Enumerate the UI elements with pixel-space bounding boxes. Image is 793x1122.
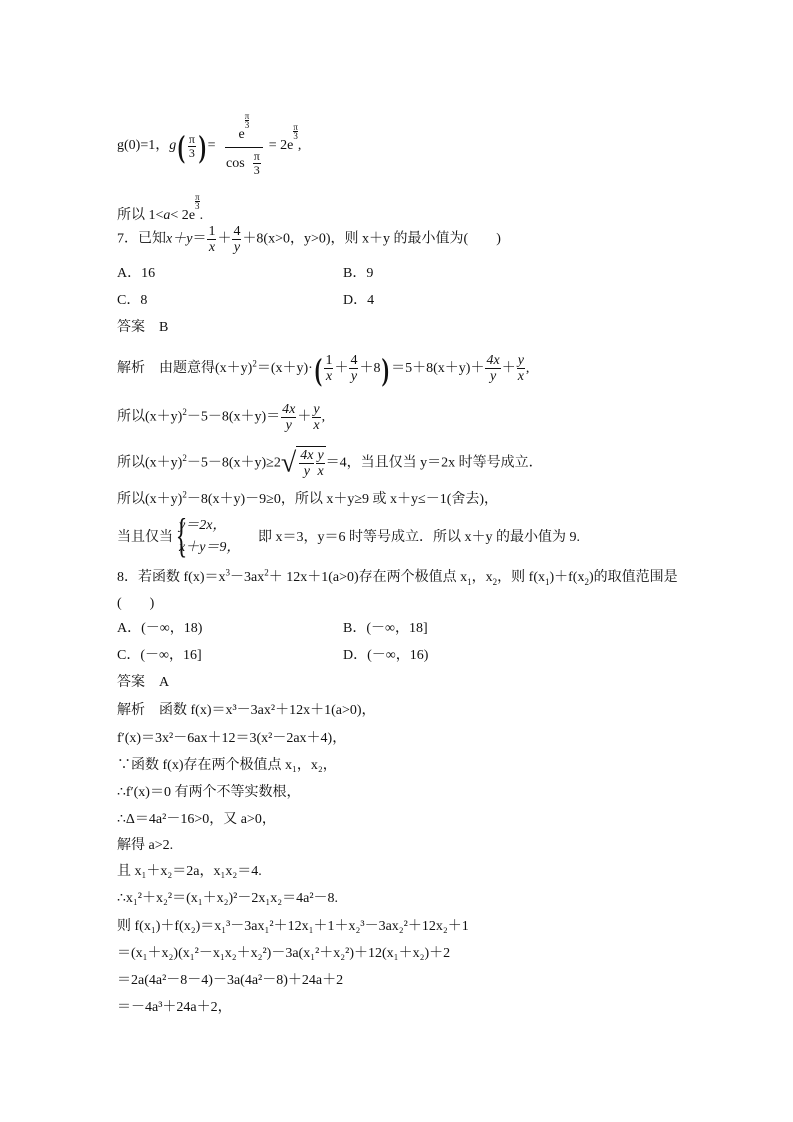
- q7-option-a[interactable]: A．16: [117, 266, 156, 281]
- q8-solution-line-2: f′(x)＝3x²－6ax＋12＝3(x²－2ax＋4)，: [117, 731, 347, 746]
- equals: =: [207, 138, 216, 154]
- period: .: [199, 208, 204, 223]
- result-text: = 2e: [268, 138, 294, 154]
- so-prefix: 所以 1<: [117, 208, 164, 223]
- left-paren: (: [314, 350, 322, 387]
- q7-stem: 7．已知x＋y＝ $\frac{1}{x}$ ＋ $\frac{4}{y}$ ＋8(x>0，y>0)，则 x＋y 的最小值为( ): [117, 224, 501, 255]
- q8-solution-line-12: ＝－4a³＋24a＋2，: [117, 1000, 232, 1015]
- q7-solution-line-1: 解析 由题意得$(x+y)^2=(x+y)\cdot$( $\frac{1}{x}$ ＋ $\frac{4}{y}$ ＋8) ＝5＋8(x＋y)＋ $\frac{4x}{y}$ ＋ $\frac{y}{x}$ ,: [117, 350, 530, 387]
- q7-option-b[interactable]: B．9: [343, 266, 374, 281]
- q8-solution-line-7: 且 x₁＋x₂＝2a，x₁x₂＝4.: [117, 864, 262, 879]
- q8-solution-line-3: ∵函数 f(x)存在两个极值点 x₁，x₂，: [117, 758, 337, 773]
- q7-solution-line-4: 所以$(x+y)^2-8(x+y)-9\ge 0$，所以 x＋y≥9 或 x＋y≤－1(舍去)，: [117, 489, 499, 507]
- numerator: π: [188, 131, 195, 146]
- q7-solution-line-3: 所以$(x+y)^2-5-8(x+y)\ge 2√$ $\frac{4x}{y}$ $\frac{y}{x}$ ＝4，当且仅当 y＝2x 时等号成立．: [117, 447, 543, 480]
- sqrt: √ $\frac{4x}{y}$ $\frac{y}{x}$: [280, 447, 324, 480]
- g-function: g: [169, 138, 177, 154]
- exponent-fraction: $\frac{\pi}{3}$: [244, 111, 250, 130]
- q7-xy: x＋y: [166, 231, 193, 247]
- q8-option-d[interactable]: D．(－∞，16): [343, 648, 429, 663]
- q8-solution-line-1: 解析 函数 f(x)＝x³－3ax²＋12x＋1(a>0)，: [117, 703, 376, 718]
- result-exponent: $\frac{\pi}{3}$: [293, 122, 298, 142]
- so-mid: < 2: [170, 208, 189, 223]
- right-paren: ): [198, 128, 207, 164]
- one-over-x: $\frac{1}{x}$: [208, 224, 216, 255]
- q8-solution-line-4: ∴f′(x)＝0 有两个不等实数根，: [117, 785, 301, 800]
- variable-a: a: [163, 208, 171, 223]
- comma: ,: [297, 138, 302, 154]
- q8-solution-line-10: ＝(x₁＋x₂)(x₁²－x₁x₂＋x₂²)－3a(x₁²＋x₂²)＋12(x₁＋x₂)＋2: [117, 946, 451, 961]
- denominator: 3: [188, 145, 195, 160]
- e-base: e: [238, 127, 245, 142]
- separator: ，: [155, 138, 170, 154]
- q8-solution-line-5: ∴Δ＝4a²－16>0，又 a>0，: [117, 812, 276, 827]
- q7-number: 7．已知: [117, 231, 166, 247]
- q8-option-a[interactable]: A．(－∞，18): [117, 621, 203, 636]
- four-over-y: $\frac{4}{y}$: [233, 224, 241, 255]
- cos-text: cos: [226, 156, 245, 171]
- q7-option-c[interactable]: C．8: [117, 293, 148, 308]
- q7-answer: 答案 B: [117, 320, 169, 335]
- exponent-fraction: $\frac{\pi}{3}$: [195, 192, 200, 211]
- q8-solution-line-8: ∴x₁²＋x₂²＝(x₁＋x₂)²－2x₁x₂＝4a²－8.: [117, 891, 339, 906]
- main-fraction: [225, 112, 263, 180]
- pi-over-3-fraction: [188, 133, 196, 160]
- e-base: e: [188, 208, 196, 223]
- q7-stem-tail: ＋8(x>0，y>0)，则 x＋y 的最小值为( ): [242, 231, 501, 247]
- main-numerator: [225, 112, 263, 148]
- q8-answer: 答案 A: [117, 675, 170, 690]
- q8-option-b[interactable]: B．(－∞，18]: [343, 621, 428, 636]
- pi-3-fraction: $\frac{\pi}{3}$: [253, 149, 260, 178]
- q7-option-d[interactable]: D．4: [343, 293, 375, 308]
- q8-solution-line-11: ＝2a(4a²－8－4)－3a(4a²－8)＋24a＋2: [117, 973, 344, 988]
- q8-stem-line-1: 8．若函数 $f(x)=x^3-3ax^2+ 12x+1(a>0)$存在两个极值点 $x_1$，$x_2$，则 $f(x_1)+f(x_2)$的取值范围是: [117, 567, 678, 587]
- q7-solution-line-2: 所以$(x+y)^2-5-8(x+y)=$ $\frac{4x}{y}$ ＋ $\frac{y}{x}$ ,: [117, 402, 326, 433]
- g0-text: g(0)=1: [117, 138, 156, 154]
- q8-option-c[interactable]: C．(－∞，16]: [117, 648, 202, 663]
- so-range-line: [117, 193, 203, 226]
- q8-solution-line-9: 则 f(x₁)＋f(x₂)＝x₁³－3ax₁²＋12x₁＋1＋x₂³－3ax₂²＋12x₂＋1: [117, 919, 469, 934]
- left-paren: (: [177, 128, 186, 164]
- q8-stem-paren: ( ): [117, 596, 155, 611]
- q8-solution-line-6: 解得 a>2.: [117, 838, 174, 853]
- main-denominator: [225, 148, 263, 180]
- right-paren: ): [382, 350, 390, 387]
- left-brace: {: [175, 509, 188, 562]
- g-values-line: [117, 112, 301, 180]
